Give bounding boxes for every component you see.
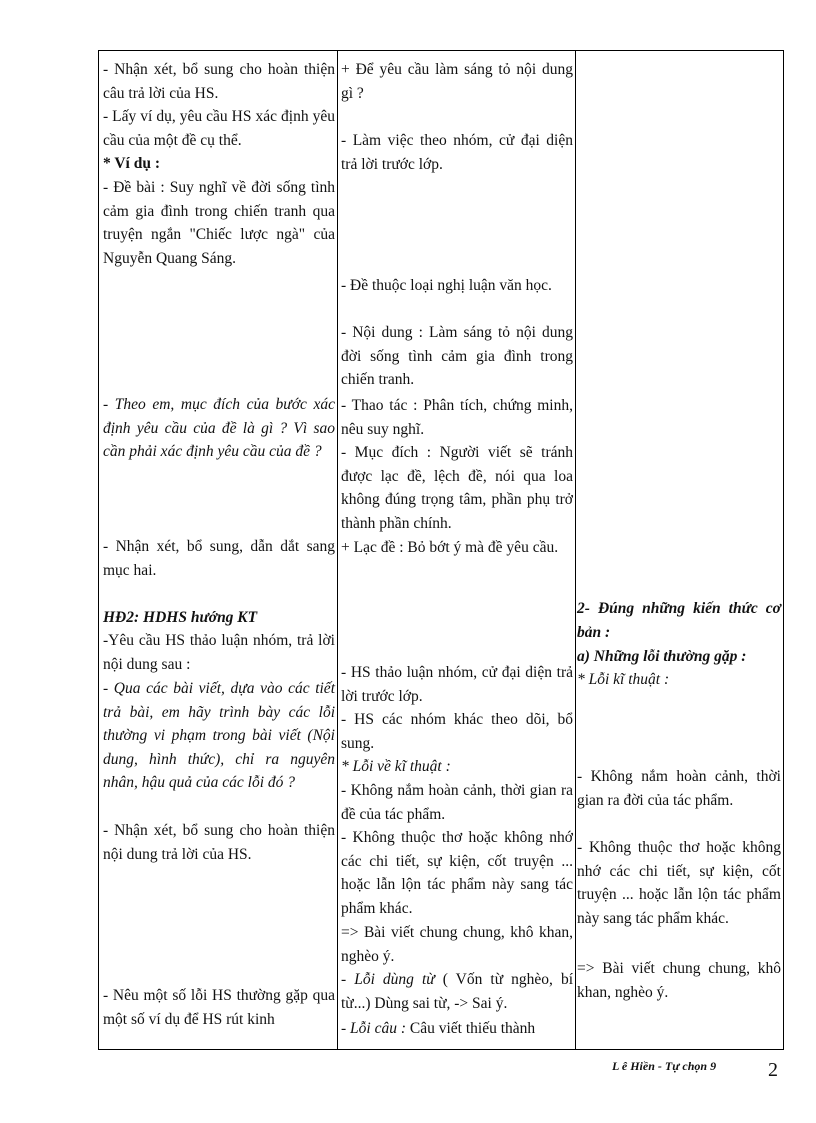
question: - Qua các bài viết, dựa vào các tiết trả bài, em hãy trình bày các lỗi thường vi phạm trong bài viết (Nội dung, hình thức), chỉ ra nguyên nhân, hậu quả của các lỗi đó ?	[103, 680, 335, 791]
footer-text: L ê Hiền - Tự chọn 9	[612, 1059, 717, 1073]
paragraph: - Không nắm hoàn cảnh, thời gian ra đời của tác phẩm.	[577, 768, 781, 809]
paragraph: - Không thuộc thơ hoặc không nhớ các chi tiết, sự kiện, cốt truyện ... hoặc lẫn lộn tác phẩm này sang tác phẩm khác.	[341, 829, 573, 917]
column-divider	[337, 51, 338, 1049]
subheading: * Lỗi kĩ thuật :	[577, 671, 670, 688]
content-column	[577, 51, 781, 1049]
paragraph: - Làm việc theo nhóm, cử đại diện trả lời trước lớp.	[341, 132, 573, 173]
error-label: - Lỗi dùng từ	[341, 971, 435, 988]
section-subheading: a) Những lỗi thường gặp :	[577, 648, 747, 665]
paragraph: => Bài viết chung chung, khô khan, nghèo ý.	[577, 960, 781, 1001]
paragraph: - HS thảo luận nhóm, cử đại diện trả lời trước lớp.	[341, 664, 573, 705]
paragraph: - Lấy ví dụ, yêu cầu HS xác định yêu cầu của một đề cụ thể.	[103, 108, 335, 149]
error-text: Câu viết thiếu thành	[409, 1020, 536, 1037]
paragraph: - Đề thuộc loại nghị luận văn học.	[341, 277, 552, 294]
section-heading: 2- Đúng những kiến thức cơ bản :	[577, 600, 781, 641]
error-label: - Lỗi câu :	[341, 1020, 407, 1037]
page-number: 2	[768, 1059, 778, 1081]
paragraph: - Nhận xét, bổ sung, dẫn dắt sang mục hai.	[103, 538, 335, 579]
student-activity-column	[341, 51, 573, 1049]
paragraph: - Nhận xét, bổ sung cho hoàn thiện câu trả lời của HS.	[103, 61, 335, 102]
paragraph: => Bài viết chung chung, khô khan, nghèo ý.	[341, 924, 573, 965]
paragraph: - Không nắm hoàn cảnh, thời gian ra đề của tác phẩm.	[341, 782, 573, 823]
paragraph: - Thao tác : Phân tích, chứng minh, nêu suy nghĩ.	[341, 397, 573, 438]
paragraph	[341, 968, 573, 1015]
paragraph: - Nêu một số lỗi HS thường gặp qua một số ví dụ để HS rút kinh	[103, 987, 335, 1028]
lesson-table	[98, 50, 784, 1050]
paragraph: - Nhận xét, bổ sung cho hoàn thiện nội dung trả lời của HS.	[103, 822, 335, 863]
paragraph: - Nội dung : Làm sáng tỏ nội dung đời sống tình cảm gia đình trong chiến tranh.	[341, 324, 573, 388]
subheading: * Lỗi về kĩ thuật :	[341, 758, 451, 775]
example-heading: * Ví dụ :	[103, 155, 160, 172]
paragraph: - Đề bài : Suy nghĩ về đời sống tình cảm gia đình trong chiến tranh qua truyện ngắn "Chiếc lược ngà" của Nguyễn Quang Sáng.	[103, 179, 335, 267]
teacher-activity-column	[103, 51, 335, 1049]
paragraph: - HS các nhóm khác theo dõi, bổ sung.	[341, 711, 573, 752]
activity-heading: HĐ2: HDHS hướng KT	[103, 609, 258, 626]
paragraph: - Không thuộc thơ hoặc không nhớ các chi tiết, sự kiện, cốt truyện ... hoặc lẫn lộn tác phẩm này sang tác phẩm khác.	[577, 839, 781, 927]
paragraph	[341, 1017, 573, 1041]
paragraph: -Yêu cầu HS thảo luận nhóm, trả lời nội dung sau :	[103, 632, 335, 673]
question: - Theo em, mục đích của bước xác định yêu cầu của đề là gì ? Vì sao cần phải xác định yêu cầu của đề ?	[103, 396, 335, 460]
column-divider	[575, 51, 576, 1049]
paragraph: + Lạc đề : Bỏ bớt ý mà đề yêu cầu.	[341, 539, 559, 556]
paragraph: + Để yêu cầu làm sáng tỏ nội dung gì ?	[341, 61, 573, 102]
error-text: ( Vốn từ nghèo, bí từ...) Dùng sai từ, -> Sai ý.	[341, 971, 574, 1012]
paragraph: - Mục đích : Người viết sẽ tránh được lạc đề, lệch đề, nói qua loa không đúng trọng tâm, phần phụ trở thành phần chính.	[341, 444, 573, 532]
